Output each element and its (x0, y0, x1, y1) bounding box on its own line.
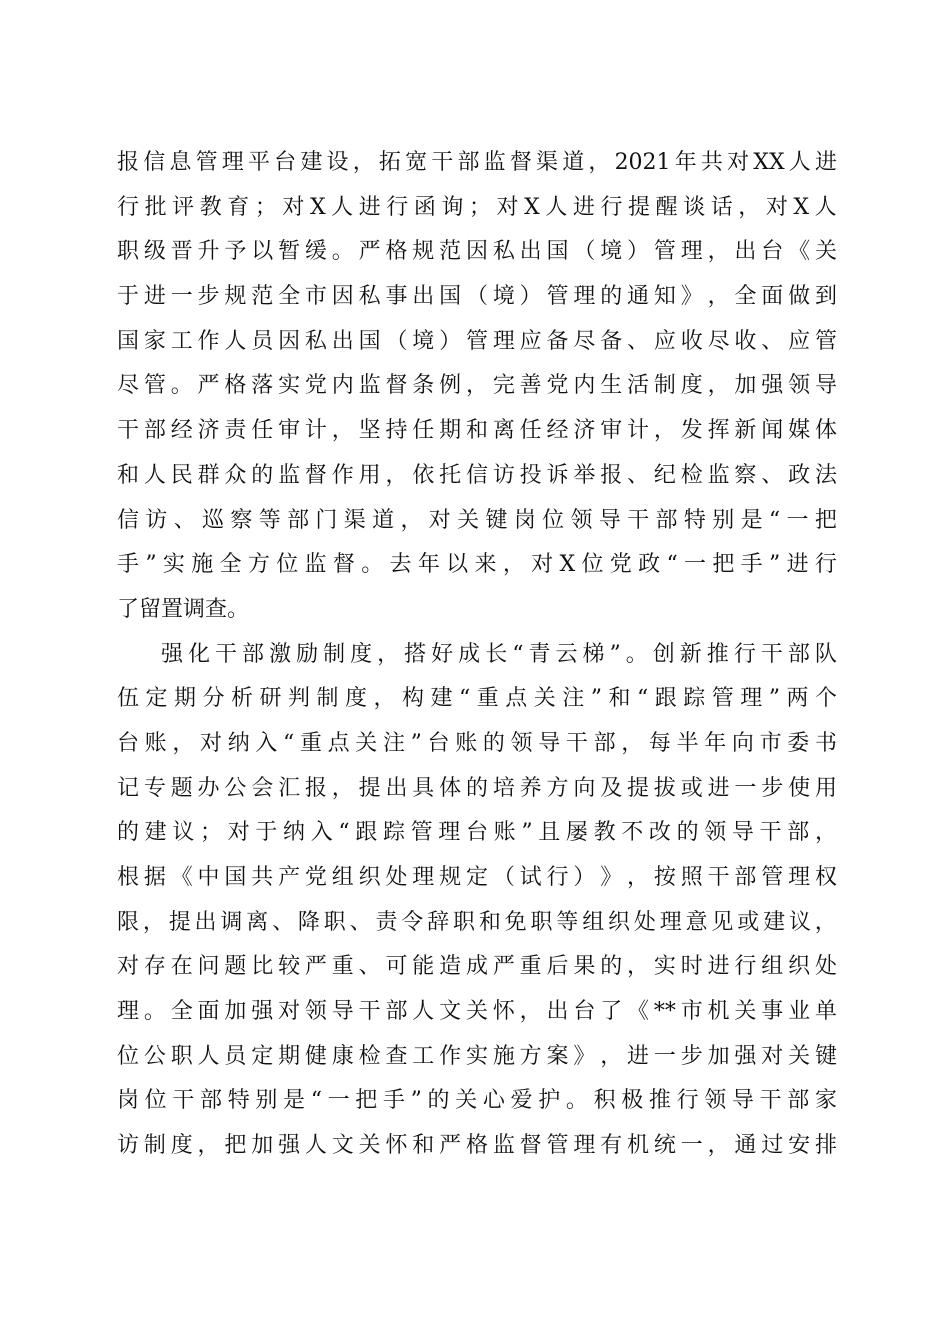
text-line: 的 建 议 ； 对 于 纳 入 “ 跟 踪 管 理 台 账 ” 且 屡 教 不 改 的 领 导 干 部 ， (117, 820, 837, 846)
text-line: 岗 位 干 部 特 别 是 “ 一 把 手 ” 的 关 心 爱 护 。 积 极 推 行 领 导 干 部 家 (117, 1088, 837, 1114)
text-line: 台 账 ， 对 纳 入 “ 重 点 关 注 ” 台 账 的 领 导 干 部 ， 每 半 年 向 市 委 书 (117, 730, 837, 756)
text-line: 对 存 在 问 题 比 较 严 重 、 可 能 造 成 严 重 后 果 的 ， 实 时 进 行 组 织 处 (117, 954, 837, 980)
text-line: 干 部 经 济 责 任 审 计 ， 坚 持 任 期 和 离 任 经 济 审 计 ， 发 挥 新 闻 媒 体 (117, 418, 837, 444)
paragraph-first-line: 强 化 干 部 激 励 制 度 ， 搭 好 成 长 “ 青 云 梯 ” 。 创 新 推 行 干 部 队 (161, 641, 837, 667)
text-line: 行 批 评 教 育 ； 对 X 人 进 行 函 询 ； 对 X 人 进 行 提 醒 谈 话 ， 对 X 人 (117, 194, 837, 220)
text-line: 国 家 工 作 人 员 因 私 出 国 （ 境 ） 管 理 应 备 尽 备 、 应 收 尽 收 、 应 管 (117, 328, 837, 354)
body-text (117, 141, 837, 1169)
text-line: 根 据 《 中 国 共 产 党 组 织 处 理 规 定 （ 试 行 ） 》 ， 按 照 干 部 管 理 权 (117, 865, 837, 890)
text-line: 于 进 一 步 规 范 全 市 因 私 事 出 国 （ 境 ） 管 理 的 通 知 》 ， 全 面 做 到 (117, 284, 837, 310)
text-line: 限 ， 提 出 调 离 、 降 职 、 责 令 辞 职 和 免 职 等 组 织 处 理 意 见 或 建 议 ， (117, 909, 837, 935)
text-line: 尽 管 。 严 格 落 实 党 内 监 督 条 例 ， 完 善 党 内 生 活 制 度 ， 加 强 领 导 (117, 373, 837, 399)
text-line: 手 ” 实 施 全 方 位 监 督 。 去 年 以 来 ， 对 X 位 党 政 “ 一 把 手 ” 进 行 (117, 552, 837, 578)
text-line: 伍 定 期 分 析 研 判 制 度 ， 构 建 “ 重 点 关 注 ” 和 “ 跟 踪 管 理 ” 两 个 (117, 686, 837, 712)
text-line: 访 制 度 ， 把 加 强 人 文 关 怀 和 严 格 监 督 管 理 有 机 统 一 ， 通 过 安 排 (117, 1133, 837, 1159)
text-line: 记 专 题 办 公 会 汇 报 ， 提 出 具 体 的 培 养 方 向 及 提 拔 或 进 一 步 使 用 (117, 775, 837, 801)
text-line: 报 信 息 管 理 平 台 建 设 ， 拓 宽 干 部 监 督 渠 道 ， 2021 年 共 对 XX 人 进 (117, 150, 837, 175)
text-line: 和 人 民 群 众 的 监 督 作 用 ， 依 托 信 访 投 诉 举 报 、 纪 检 监 察 、 政 法 (117, 462, 837, 488)
text-line: 信 访 、 巡 察 等 部 门 渠 道 ， 对 关 键 岗 位 领 导 干 部 特 别 是 “ 一 把 (117, 507, 837, 533)
text-line: 职 级 晋 升 予 以 暂 缓 。 严 格 规 范 因 私 出 国 （ 境 ） 管 理 ， 出 台 《 关 (117, 239, 837, 265)
text-line: 了留置调查。 (117, 596, 250, 622)
text-line: 位 公 职 人 员 定 期 健 康 检 查 工 作 实 施 方 案 》 ， 进 一 步 加 强 对 关 键 (117, 1043, 837, 1069)
text-line: 理 。 全 面 加 强 对 领 导 干 部 人 文 关 怀 ， 出 台 了 《 ** 市 机 关 事 业 单 (117, 999, 837, 1025)
